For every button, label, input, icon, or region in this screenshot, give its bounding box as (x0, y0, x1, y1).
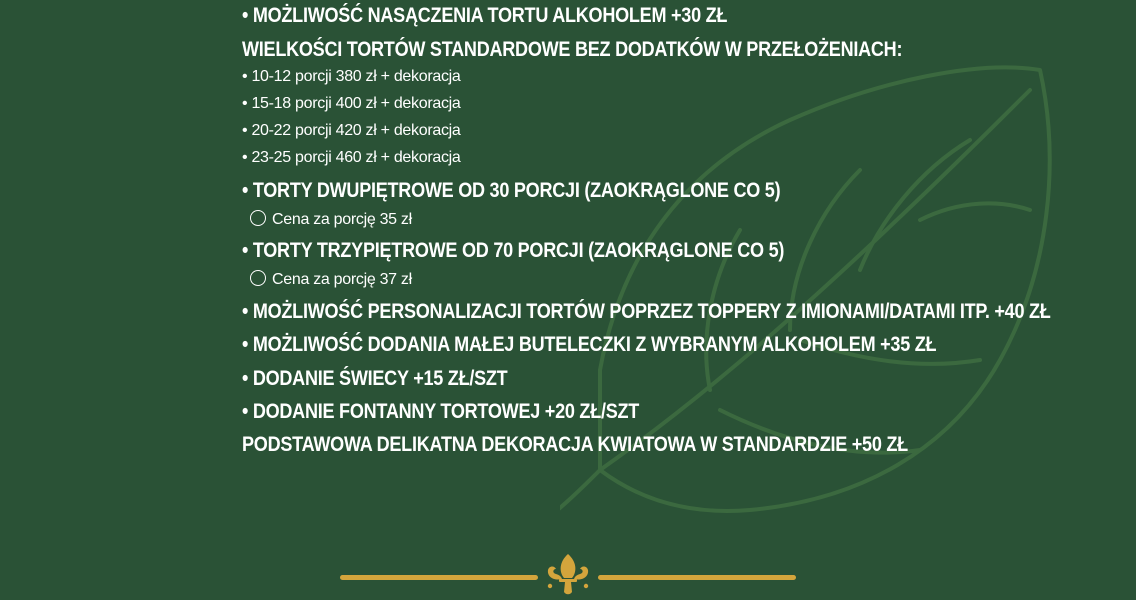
circle-bullet-icon (250, 210, 266, 226)
floral-decoration-note: PODSTAWOWA DELIKATNA DEKORACJA KWIATOWA W STANDARDZIE +50 ZŁ (242, 433, 908, 456)
size-item-15-18: • 15-18 porcji 400 zł + dekoracja (242, 95, 461, 112)
circle-bullet-icon (250, 270, 266, 286)
three-tier-price-text: Cena za porcję 37 zł (272, 271, 412, 288)
option-alcohol-bottle: • MOŻLIWOŚĆ DODANIA MAŁEJ BUTELECZKI Z WYBRANYM ALKOHOLEM +35 ZŁ (242, 333, 937, 356)
option-personalization: • MOŻLIWOŚĆ PERSONALIZACJI TORTÓW POPRZEZ TOPPERY Z IMIONAMI/DATAMI ITP. +40 ZŁ (242, 300, 1051, 323)
two-tier-price-text: Cena za porcję 35 zł (272, 211, 412, 228)
fleur-de-lis-icon (548, 554, 588, 594)
size-item-20-22: • 20-22 porcji 420 zł + dekoracja (242, 122, 461, 139)
size-item-10-12: • 10-12 porcji 380 zł + dekoracja (242, 68, 461, 85)
two-tier-price (250, 210, 412, 229)
standard-sizes-heading: WIELKOŚCI TORTÓW STANDARDOWE BEZ DODATKÓW W PRZEŁOŻENIACH: (242, 38, 903, 61)
two-tier-cakes: • TORTY DWUPIĘTROWE OD 30 PORCJI (ZAOKRĄGLONE CO 5) (242, 179, 781, 202)
option-fountain: • DODANIE FONTANNY TORTOWEJ +20 ZŁ/SZT (242, 400, 640, 423)
three-tier-price (250, 270, 412, 289)
size-item-23-25: • 23-25 porcji 460 zł + dekoracja (242, 149, 461, 166)
monstera-leaf-icon (560, 40, 1080, 540)
option-candle: • DODANIE ŚWIECY +15 ZŁ/SZT (242, 367, 508, 390)
divider-ornament (340, 552, 796, 596)
three-tier-cakes: • TORTY TRZYPIĘTROWE OD 70 PORCJI (ZAOKRĄGLONE CO 5) (242, 239, 785, 262)
option-alcohol-soaking: • MOŻLIWOŚĆ NASĄCZENIA TORTU ALKOHOLEM +30 ZŁ (242, 4, 728, 27)
